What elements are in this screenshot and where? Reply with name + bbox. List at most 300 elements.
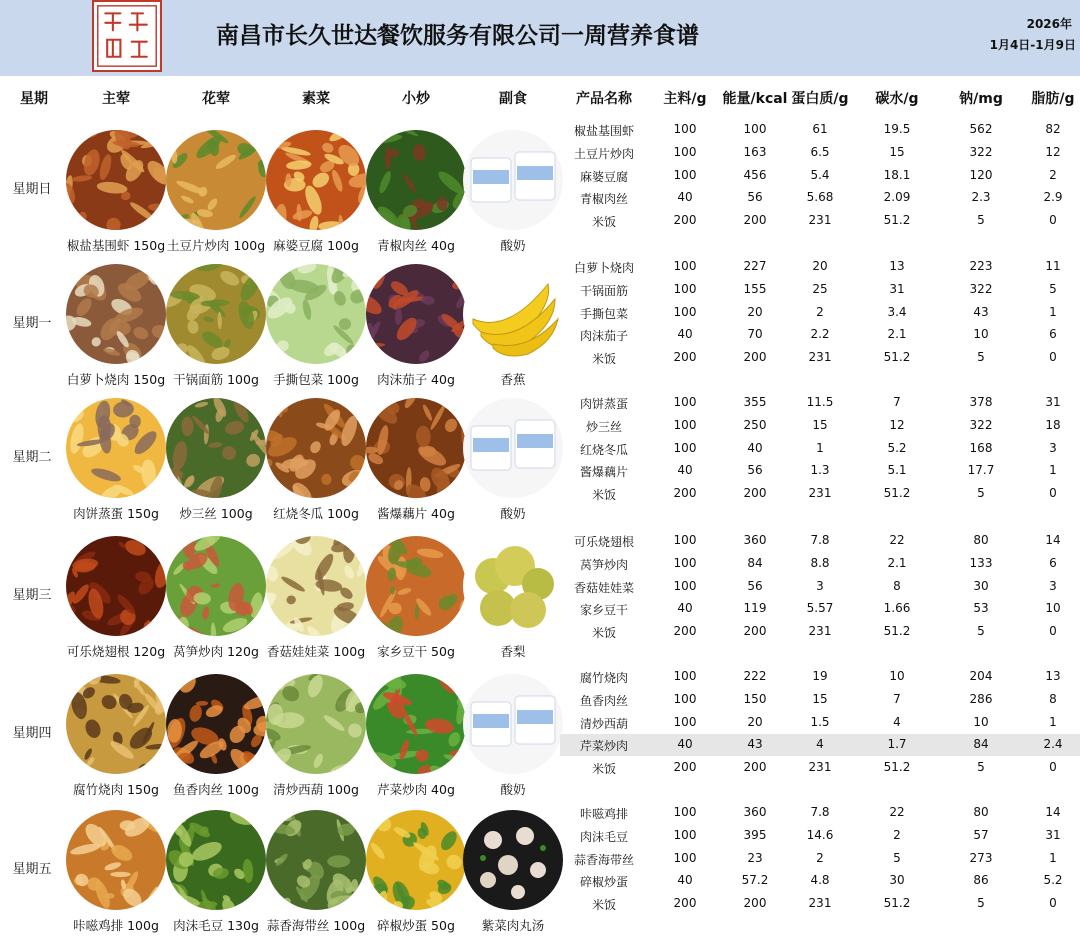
lotus-root-icon [366,398,466,498]
carb-cell: 51.2 [883,760,911,775]
carb-cell: 22 [889,805,905,819]
fat-cell: 13 [1045,669,1061,683]
date-range: 1月4日-1月9日 [989,38,1076,52]
staple-cell: 100 [673,533,697,547]
fat-cell: 5.2 [1043,873,1063,888]
fat-cell: 5 [1049,281,1057,296]
dish-caption: 红烧冬瓜 100g [273,506,359,521]
fat-cell: 0 [1049,624,1057,639]
nutrition-row [560,165,1080,187]
yogurt-icon [463,398,563,498]
dish-caption: 蒜香海带丝 100g [266,918,366,933]
fat-cell: 1 [1049,850,1057,865]
nutrition-row [560,530,1080,552]
sodium-cell: 84 [973,737,989,752]
day-label: 星期二 [12,450,52,465]
product-name-cell: 香菇娃娃菜 [573,580,635,595]
day-label: 星期一 [12,316,52,331]
energy-cell: 155 [743,281,767,296]
sodium-cell: 17.7 [967,463,995,478]
nutrition-row [560,142,1080,164]
zucchini-icon [266,674,366,774]
sodium-cell: 5 [977,896,985,911]
fat-cell: 14 [1045,533,1061,547]
energy-cell: 56 [747,463,763,478]
protein-cell: 8.8 [810,555,830,570]
dish-caption: 鱼香肉丝 100g [173,782,259,797]
nutrition-row [560,279,1080,301]
sodium-cell: 273 [969,850,993,865]
protein-cell: 1.5 [810,714,830,729]
product-name-cell: 咔嗞鸡排 [579,807,629,821]
energy-cell: 200 [743,213,767,228]
fat-cell: 3 [1049,578,1057,593]
nutrition-row [560,483,1080,505]
carb-cell: 22 [889,533,905,547]
product-name-cell: 白萝卜烧肉 [573,261,635,275]
dish-caption: 可乐烧翅根 120g [66,644,166,659]
nutrition-row [560,689,1080,711]
nutrition-row [560,256,1080,278]
fat-cell: 0 [1049,760,1057,775]
product-name-cell: 红烧冬瓜 [579,442,629,457]
three-shreds-icon [166,398,266,498]
staple-cell: 200 [673,213,697,228]
col-header-fat: 脂肪/g [1031,91,1075,107]
product-name-cell: 碎椒炒蛋 [579,875,629,890]
celery-pork-icon [366,674,466,774]
protein-cell: 2 [816,850,824,865]
staple-cell: 100 [673,259,697,273]
sodium-cell: 53 [973,601,989,616]
carb-cell: 15 [889,144,905,159]
dish-caption: 肉沫毛豆 130g [173,918,259,933]
staple-cell: 100 [673,850,697,865]
protein-cell: 2 [816,304,824,319]
carb-cell: 2.1 [887,555,907,570]
nutrition-row [560,893,1080,915]
energy-cell: 222 [743,669,767,683]
protein-cell: 4 [816,737,824,752]
dish-caption: 肉饼蒸蛋 150g [73,506,159,521]
energy-cell: 57.2 [741,873,769,888]
staple-cell: 100 [673,691,697,706]
sodium-cell: 10 [973,714,989,729]
page-title: 南昌市长久世达餐饮服务有限公司一周营养食谱 [216,23,699,49]
sodium-cell: 5 [977,760,985,775]
staple-cell: 100 [673,555,697,570]
protein-cell: 231 [808,896,832,911]
fat-cell: 12 [1045,144,1061,159]
dish-caption: 紫菜肉丸汤 [481,918,545,933]
protein-cell: 20 [812,259,828,273]
nutrition-row [560,210,1080,232]
nutrition-row [560,187,1080,209]
dish-caption: 碎椒炒蛋 50g [377,918,455,933]
product-name-cell: 清炒西葫 [579,716,629,731]
fat-cell: 3 [1049,440,1057,455]
product-name-cell: 青椒肉丝 [579,192,629,207]
fat-cell: 18 [1045,417,1061,432]
protein-cell: 15 [812,417,828,432]
seaweed-meatball-soup-icon [463,810,563,910]
product-name-cell: 米饭 [591,762,617,777]
winter-melon-icon [266,398,366,498]
sodium-cell: 562 [969,122,993,136]
carb-cell: 51.2 [883,213,911,228]
dish-caption: 白萝卜烧肉 150g [66,372,166,387]
product-name-cell: 酱爆藕片 [579,465,629,480]
product-name-cell: 米饭 [591,352,617,367]
energy-cell: 456 [743,167,767,182]
energy-cell: 200 [743,486,767,501]
nutrition-row [560,598,1080,620]
fat-cell: 0 [1049,486,1057,501]
nutrition-row [560,870,1080,892]
product-name-cell: 米饭 [591,488,617,503]
dish-caption: 咔嗞鸡排 100g [73,918,159,933]
radish-pork-icon [66,264,166,364]
energy-cell: 200 [743,350,767,365]
fat-cell: 82 [1045,122,1061,136]
protein-cell: 3 [816,578,824,593]
staple-cell: 200 [673,350,697,365]
edamame-icon [166,810,266,910]
staple-cell: 100 [673,167,697,182]
nutrition-row [560,734,1080,756]
fat-cell: 31 [1045,827,1061,842]
sodium-cell: 322 [969,281,993,296]
carb-cell: 5.1 [887,463,907,478]
cabbage-icon [266,264,366,364]
pepper-egg-icon [366,810,466,910]
fat-cell: 2.9 [1043,190,1063,205]
product-name-cell: 椒盐基围虾 [573,124,635,138]
staple-cell: 40 [677,737,693,752]
dish-caption: 肉沫茄子 40g [377,372,455,387]
carb-cell: 51.2 [883,624,911,639]
col-header-staple: 主料/g [663,91,707,107]
product-name-cell: 莴笋炒肉 [579,557,629,572]
nutrition-row [560,324,1080,346]
fat-cell: 1 [1049,463,1057,478]
product-name-cell: 米饭 [591,215,617,230]
day-label: 星期四 [12,726,52,741]
energy-cell: 227 [743,259,767,273]
sodium-cell: 286 [969,691,993,706]
sodium-cell: 168 [969,440,993,455]
nutrition-row [560,392,1080,414]
staple-cell: 100 [673,669,697,683]
mapo-tofu-icon [266,130,366,230]
dish-caption: 芹菜炒肉 40g [377,782,455,797]
protein-cell: 1 [816,440,824,455]
sodium-cell: 5 [977,624,985,639]
protein-cell: 15 [812,691,828,706]
kelp-icon [266,810,366,910]
gluten-icon [166,264,266,364]
product-name-cell: 腐竹烧肉 [579,671,629,685]
fat-cell: 0 [1049,350,1057,365]
energy-cell: 20 [747,714,763,729]
staple-cell: 200 [673,624,697,639]
sodium-cell: 2.3 [971,190,991,205]
staple-cell: 100 [673,144,697,159]
dish-caption: 酸奶 [500,238,526,253]
banana-icon [463,264,563,364]
carb-cell: 31 [889,281,905,296]
fried-shrimp-icon [66,130,166,230]
col-header-half: 花荤 [202,91,230,107]
carb-cell: 2 [893,827,901,842]
energy-cell: 84 [747,555,763,570]
baby-cabbage-icon [266,536,366,636]
dried-tofu-icon [366,536,466,636]
carb-cell: 7 [893,691,901,706]
staple-cell: 100 [673,578,697,593]
staple-cell: 200 [673,760,697,775]
fat-cell: 11 [1045,259,1061,273]
carb-cell: 51.2 [883,896,911,911]
nutrition-row [560,438,1080,460]
col-header-sodium: 钠/mg [959,91,1003,107]
protein-cell: 14.6 [806,827,834,842]
protein-cell: 6.5 [810,144,830,159]
col-header-product: 产品名称 [576,91,632,107]
protein-cell: 2.2 [810,327,830,342]
sodium-cell: 86 [973,873,989,888]
nutrition-row [560,553,1080,575]
sodium-cell: 378 [969,395,993,409]
carb-cell: 1.7 [887,737,907,752]
dish-caption: 青椒肉丝 40g [377,238,455,253]
protein-cell: 25 [812,281,828,296]
staple-cell: 100 [673,827,697,842]
energy-cell: 250 [743,417,767,432]
carb-cell: 5.2 [887,440,907,455]
energy-cell: 40 [747,440,763,455]
protein-cell: 7.8 [810,805,830,819]
sodium-cell: 322 [969,144,993,159]
carb-cell: 3.4 [887,304,907,319]
sodium-cell: 80 [973,533,989,547]
sodium-cell: 120 [969,167,993,182]
sodium-cell: 80 [973,805,989,819]
protein-cell: 231 [808,350,832,365]
carb-cell: 30 [889,873,905,888]
sodium-cell: 43 [973,304,989,319]
product-name-cell: 蒜香海带丝 [573,852,635,867]
fat-cell: 0 [1049,213,1057,228]
product-name-cell: 肉沫毛豆 [579,829,629,844]
col-header-energy: 能量/kcal [722,91,788,107]
dish-caption: 手撕包菜 100g [273,372,359,387]
protein-cell: 7.8 [810,533,830,547]
nutrition-row [560,347,1080,369]
sodium-cell: 30 [973,578,989,593]
carb-cell: 51.2 [883,350,911,365]
sodium-cell: 5 [977,486,985,501]
protein-cell: 231 [808,213,832,228]
yogurt-icon [463,674,563,774]
fat-cell: 0 [1049,896,1057,911]
carb-cell: 7 [893,395,901,409]
steamed-egg-icon [66,398,166,498]
col-header-carb: 碳水/g [875,91,919,107]
pear-icon [463,536,563,636]
nutrition-row [560,757,1080,779]
col-header-day: 星期 [20,91,48,107]
dish-caption: 酸奶 [500,782,526,797]
nutrition-row [560,302,1080,324]
cola-wings-icon [66,536,166,636]
sodium-cell: 322 [969,417,993,432]
energy-cell: 200 [743,624,767,639]
dish-caption: 炒三丝 100g [179,506,253,521]
yogurt-icon [463,130,563,230]
nutrition-row [560,576,1080,598]
energy-cell: 150 [743,691,767,706]
product-name-cell: 米饭 [591,626,617,641]
staple-cell: 40 [677,873,693,888]
product-name-cell: 手撕包菜 [579,306,629,321]
carb-cell: 12 [889,417,905,432]
company-logo [92,0,162,72]
sodium-cell: 5 [977,350,985,365]
carb-cell: 4 [893,714,901,729]
dish-caption: 腐竹烧肉 150g [73,782,159,797]
year-label: 2026年 [1026,17,1072,31]
nutrition-row [560,825,1080,847]
dish-caption: 清炒西葫 100g [273,782,359,797]
sodium-cell: 57 [973,827,989,842]
fat-cell: 8 [1049,691,1057,706]
sodium-cell: 133 [969,555,993,570]
protein-cell: 5.68 [806,190,834,205]
fat-cell: 1 [1049,714,1057,729]
staple-cell: 200 [673,486,697,501]
energy-cell: 119 [743,601,767,616]
staple-cell: 100 [673,304,697,319]
protein-cell: 231 [808,624,832,639]
carb-cell: 1.66 [883,601,911,616]
product-name-cell: 家乡豆干 [579,603,629,618]
dish-caption: 莴笋炒肉 120g [173,644,259,659]
fat-cell: 1 [1049,304,1057,319]
sodium-cell: 5 [977,213,985,228]
staple-cell: 100 [673,440,697,455]
potato-pork-icon [166,130,266,230]
eggplant-icon [366,264,466,364]
protein-cell: 1.3 [810,463,830,478]
dish-caption: 酱爆藕片 40g [377,506,455,521]
nutrition-row [560,666,1080,688]
dish-caption: 酸奶 [500,506,526,521]
chicken-cutlet-icon [66,810,166,910]
carb-cell: 8 [893,578,901,593]
carb-cell: 5 [893,850,901,865]
staple-cell: 40 [677,327,693,342]
fat-cell: 2.4 [1043,737,1063,752]
fat-cell: 31 [1045,395,1061,409]
day-label: 星期日 [12,182,52,197]
energy-cell: 163 [743,144,767,159]
col-header-main: 主荤 [102,91,130,107]
yuxiang-pork-icon [166,674,266,774]
product-name-cell: 肉沫茄子 [579,329,629,344]
staple-cell: 40 [677,601,693,616]
protein-cell: 5.57 [806,601,834,616]
energy-cell: 395 [743,827,767,842]
product-name-cell: 芹菜炒肉 [579,739,629,754]
energy-cell: 100 [743,122,767,136]
staple-cell: 200 [673,896,697,911]
carb-cell: 18.1 [883,167,911,182]
col-header-side: 副食 [499,91,527,107]
energy-cell: 56 [747,578,763,593]
green-pepper-pork-icon [366,130,466,230]
protein-cell: 11.5 [806,395,834,409]
energy-cell: 360 [743,533,767,547]
protein-cell: 231 [808,486,832,501]
dish-caption: 干锅面筋 100g [173,372,259,387]
day-label: 星期三 [12,588,52,603]
staple-cell: 40 [677,463,693,478]
dish-caption: 麻婆豆腐 100g [273,238,359,253]
nutrition-row [560,712,1080,734]
staple-cell: 100 [673,417,697,432]
energy-cell: 70 [747,327,763,342]
energy-cell: 355 [743,395,767,409]
product-name-cell: 麻婆豆腐 [579,169,629,184]
sodium-cell: 10 [973,327,989,342]
protein-cell: 231 [808,760,832,775]
nutrition-row [560,621,1080,643]
dish-caption: 土豆片炒肉 100g [166,238,266,253]
energy-cell: 20 [747,304,763,319]
nutrition-row [560,119,1080,141]
dish-caption: 椒盐基围虾 150g [66,238,166,253]
dish-caption: 家乡豆干 50g [377,644,455,659]
staple-cell: 100 [673,714,697,729]
staple-cell: 40 [677,190,693,205]
product-name-cell: 米饭 [591,898,617,913]
energy-cell: 360 [743,805,767,819]
nutrition-row [560,460,1080,482]
carb-cell: 13 [889,259,905,273]
nutrition-row [560,802,1080,824]
staple-cell: 100 [673,395,697,409]
col-header-veg: 素菜 [302,91,330,107]
fat-cell: 6 [1049,327,1057,342]
dish-caption: 香梨 [500,644,526,659]
nutrition-row [560,415,1080,437]
dish-caption: 香菇娃娃菜 100g [266,644,366,659]
product-name-cell: 土豆片炒肉 [573,146,635,161]
carb-cell: 19.5 [883,122,911,136]
sodium-cell: 204 [969,669,993,683]
tofu-skin-pork-icon [66,674,166,774]
energy-cell: 56 [747,190,763,205]
col-header-protein: 蛋白质/g [791,91,849,107]
product-name-cell: 干锅面筋 [579,283,629,298]
product-name-cell: 鱼香肉丝 [579,693,629,708]
product-name-cell: 可乐烧翅根 [573,535,635,549]
staple-cell: 100 [673,805,697,819]
carb-cell: 2.09 [883,190,911,205]
staple-cell: 100 [673,281,697,296]
energy-cell: 200 [743,896,767,911]
